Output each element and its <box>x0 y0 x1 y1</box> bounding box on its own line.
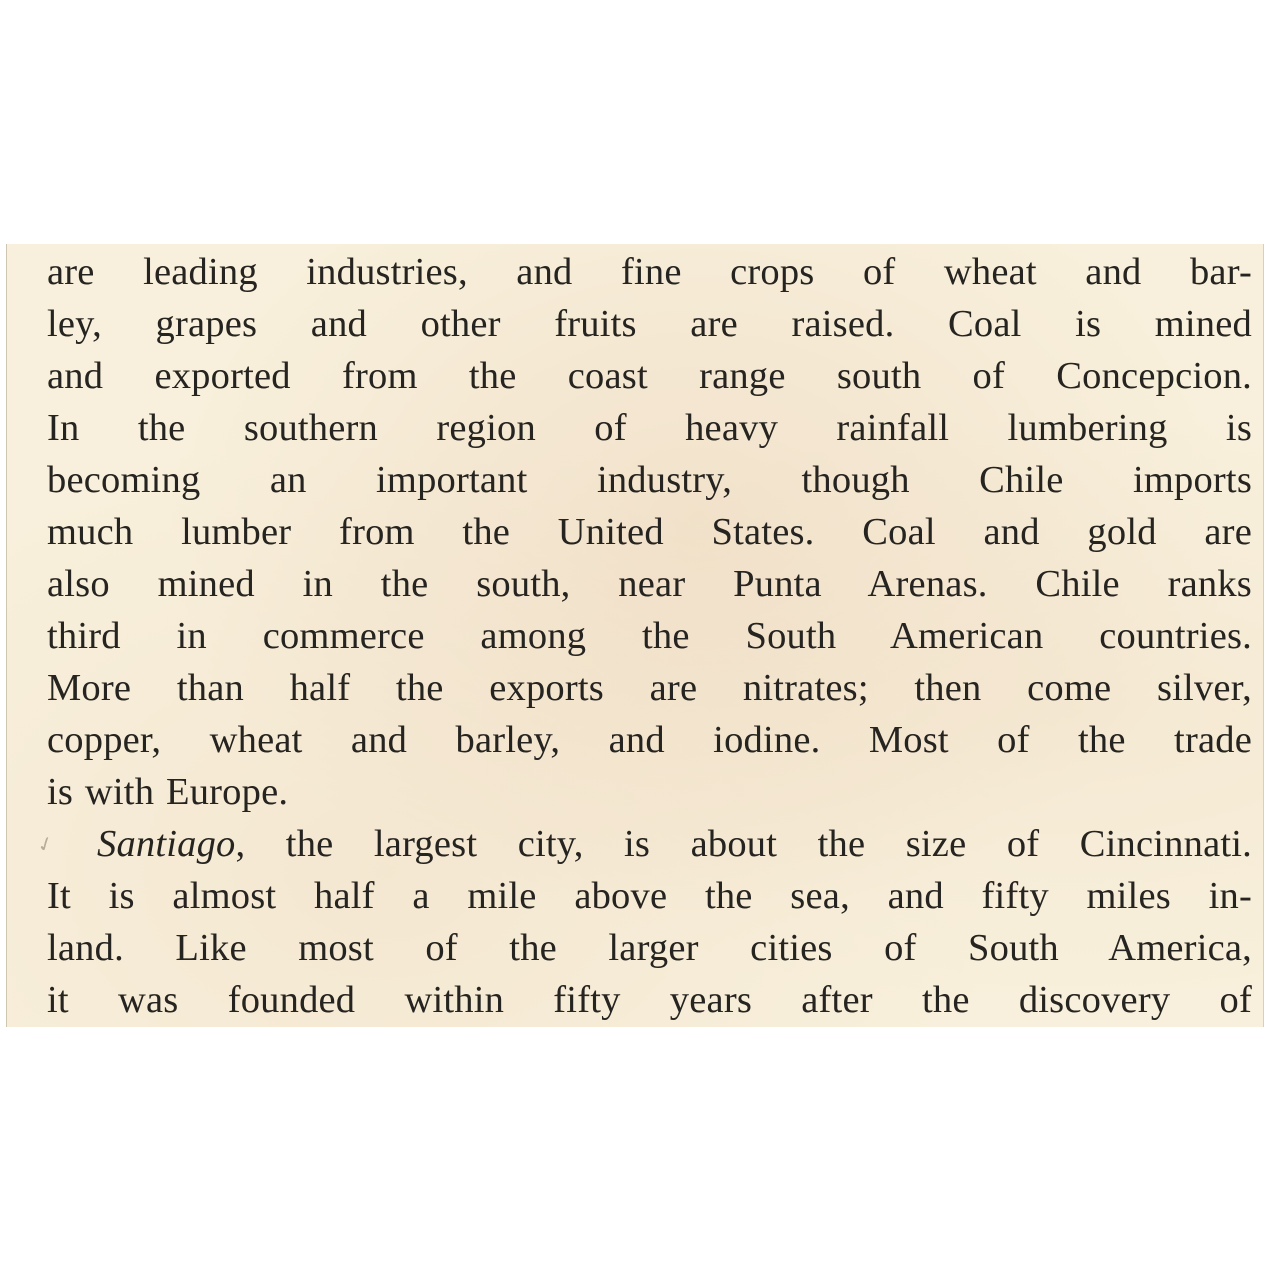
text-line: third in commerce among the South American countries. <box>47 615 1252 657</box>
text-line: In the southern region of heavy rainfall lumbering is <box>47 407 1252 449</box>
city-name-italic: Santiago <box>97 823 236 865</box>
text-line: copper, wheat and barley, and iodine. Most of the trade <box>47 719 1252 761</box>
text-line: are leading industries, and fine crops of wheat and bar- <box>47 251 1252 293</box>
article-text <box>47 246 1252 1026</box>
first-line-rest: , the largest city, is about the size of Cincinnati. <box>235 823 1252 865</box>
text-line: and exported from the coast range south of Concepcion. <box>47 355 1252 397</box>
text-line: More than half the exports are nitrates; then come silver, <box>47 667 1252 709</box>
text-line: also mined in the south, near Punta Arenas. Chile ranks <box>47 563 1252 605</box>
text-line-last: is with Europe. <box>47 771 289 813</box>
text-line: much lumber from the United States. Coal and gold are <box>47 511 1252 553</box>
paragraph-first-line <box>47 818 1252 870</box>
text-line: land. Like most of the larger cities of South America, <box>47 927 1252 969</box>
newspaper-clipping <box>6 244 1264 1027</box>
text-line: becoming an important industry, though Chile imports <box>47 459 1252 501</box>
text-line: ley, grapes and other fruits are raised. Coal is mined <box>47 303 1252 345</box>
text-line: It is almost half a mile above the sea, and fifty miles in- <box>47 875 1252 917</box>
text-line: it was founded within fifty years after the discovery of <box>47 979 1252 1021</box>
pencil-check-mark: ✓ <box>33 829 58 859</box>
